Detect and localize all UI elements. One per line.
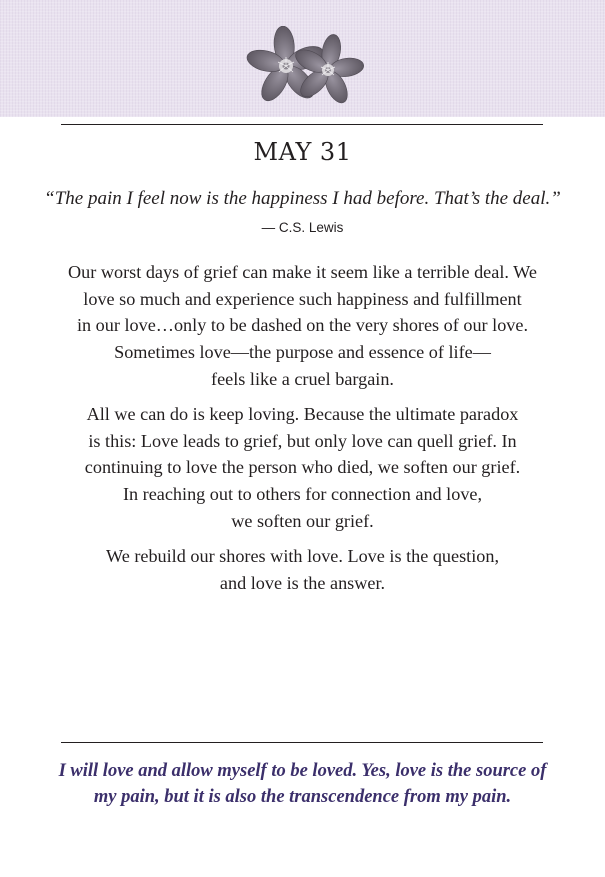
text-line: and love is the answer.	[219, 572, 386, 593]
text-line: is this: Love leads to grief, but only love can quell grief. In	[88, 430, 517, 451]
paragraph	[40, 401, 565, 535]
text-line: we soften our grief.	[231, 510, 374, 531]
text-line: Sometimes love—the purpose and essence of life—	[114, 342, 491, 363]
text-line: love so much and experience such happiness and fulfillment	[83, 288, 522, 309]
two-flowers-icon	[246, 26, 366, 108]
affirmation	[30, 758, 575, 810]
bottom-divider	[61, 742, 543, 743]
top-divider	[61, 124, 543, 125]
text-line: feels like a cruel bargain.	[211, 368, 394, 389]
text-line: All we can do is keep loving. Because the ultimate paradox	[86, 404, 519, 425]
page-title: MAY 31	[253, 138, 352, 166]
text-line: In reaching out to others for connection and love,	[122, 484, 483, 505]
meditation-body	[40, 259, 565, 605]
affirmation-line: I will love and allow myself to be loved. Yes, love is the source of	[58, 761, 547, 781]
affirmation-line: my pain, but it is also the transcendence from my pain.	[93, 787, 512, 807]
paragraph	[40, 259, 565, 393]
text-line: continuing to love the person who died, we soften our grief.	[84, 457, 521, 478]
quote-attribution: — C.S. Lewis	[261, 220, 344, 235]
text-line: We rebuild our shores with love. Love is the question,	[105, 546, 500, 567]
header-band	[0, 0, 605, 117]
paragraph	[40, 543, 565, 596]
text-line: in our love…only to be dashed on the very shores of our love.	[76, 315, 529, 336]
quote-text: “The pain I feel now is the happiness I had before. That’s the deal.”	[44, 188, 561, 209]
text-line: Our worst days of grief can make it seem like a terrible deal. We	[68, 262, 537, 282]
